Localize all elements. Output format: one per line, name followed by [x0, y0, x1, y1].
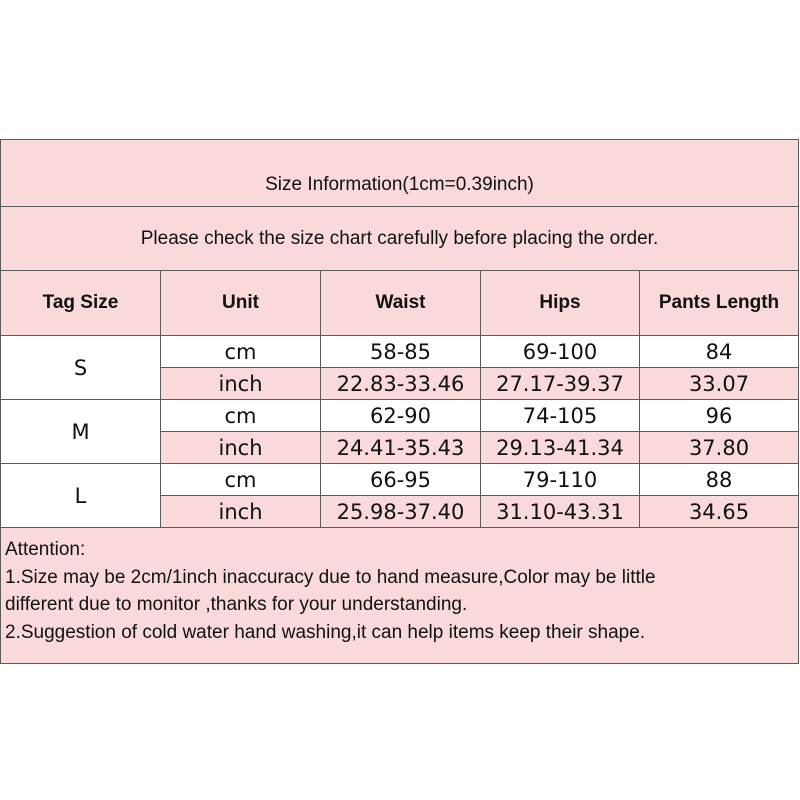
table-row [1, 400, 799, 432]
length-cell: 37.80 [640, 432, 799, 464]
table-row [1, 464, 799, 496]
unit-cell: cm [161, 336, 321, 368]
waist-cell: 66-95 [321, 464, 481, 496]
attention-notes [1, 528, 799, 664]
hips-cell: 27.17-39.37 [481, 368, 640, 400]
attention-heading: Attention: [5, 539, 86, 560]
header-unit: Unit [161, 271, 321, 336]
unit-cell: cm [161, 464, 321, 496]
header-pants-length: Pants Length [640, 271, 799, 336]
waist-cell: 24.41-35.43 [321, 432, 481, 464]
waist-cell: 58-85 [321, 336, 481, 368]
waist-cell: 22.83-33.46 [321, 368, 481, 400]
size-chart-table [0, 139, 799, 664]
hips-cell: 69-100 [481, 336, 640, 368]
tag-size-cell: S [1, 336, 161, 400]
waist-cell: 62-90 [321, 400, 481, 432]
hips-cell: 79-110 [481, 464, 640, 496]
unit-cell: inch [161, 368, 321, 400]
waist-cell: 25.98-37.40 [321, 496, 481, 528]
notice-text: Please check the size chart carefully before placing the order. [1, 207, 799, 271]
tag-size-cell: L [1, 464, 161, 528]
length-cell: 88 [640, 464, 799, 496]
hips-cell: 29.13-41.34 [481, 432, 640, 464]
hips-cell: 31.10-43.31 [481, 496, 640, 528]
header-tag-size: Tag Size [1, 271, 161, 336]
tag-size-cell: M [1, 400, 161, 464]
chart-title: Size Information(1cm=0.39inch) [1, 140, 799, 207]
length-cell: 96 [640, 400, 799, 432]
attention-line: different due to monitor ,thanks for your understanding. [5, 594, 468, 615]
header-hips: Hips [481, 271, 640, 336]
length-cell: 84 [640, 336, 799, 368]
unit-cell: cm [161, 400, 321, 432]
table-row [1, 336, 799, 368]
attention-line: 2.Suggestion of cold water hand washing,it can help items keep their shape. [5, 621, 646, 643]
length-cell: 34.65 [640, 496, 799, 528]
length-cell: 33.07 [640, 368, 799, 400]
unit-cell: inch [161, 496, 321, 528]
unit-cell: inch [161, 432, 321, 464]
attention-line: 1.Size may be 2cm/1inch inaccuracy due to hand measure,Color may be little [5, 566, 656, 588]
hips-cell: 74-105 [481, 400, 640, 432]
header-waist: Waist [321, 271, 481, 336]
